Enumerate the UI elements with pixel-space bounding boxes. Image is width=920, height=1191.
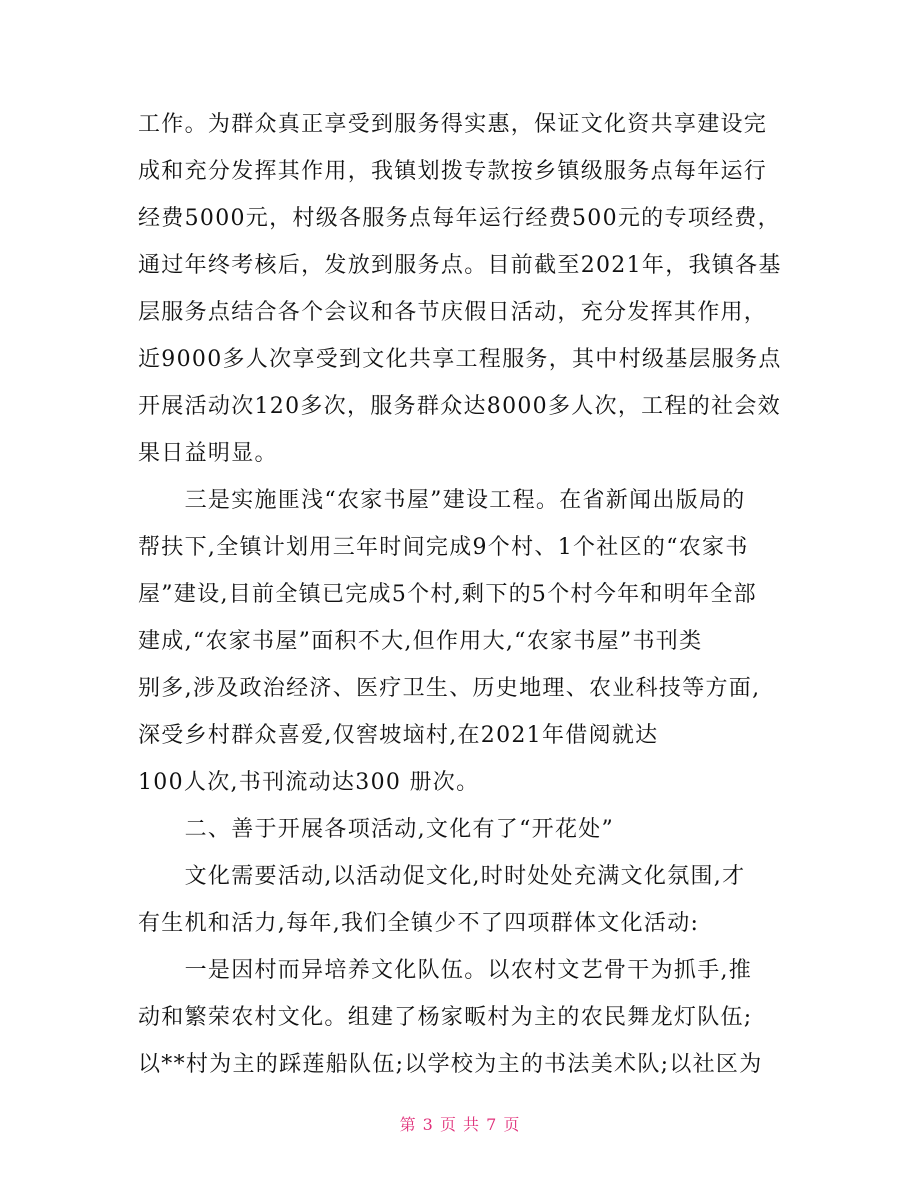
text-line: 通过年终考核后，发放到服务点。目前截至2021年，我镇各基 [138,253,782,278]
text-line: 开展活动次120多次，服务群众达8000多人次，工程的社会效 [138,394,781,419]
text-line: 三是实施匪浅“农家书屋”建设工程。在省新闻出版局的 [138,488,746,513]
body-text [138,101,798,1088]
text-line: 二、善于开展各项活动,文化有了“开花处” [138,817,615,842]
text-line: 动和繁荣农村文化。组建了杨家畈村为主的农民舞龙灯队伍; [138,1005,753,1030]
text-line: 深受乡村群众喜爱,仅窖坡垴村,在2021年借阅就达 [138,723,659,748]
text-line: 工作。为群众真正享受到服务得实惠，保证文化资共享建设完 [138,112,768,137]
text-line: 层服务点结合各个会议和各节庆假日活动，充分发挥其作用， [138,300,768,325]
page-number-footer: 第 3 页 共 7 页 [399,1115,521,1134]
text-line: 果日益明显。 [138,441,278,466]
text-line: 帮扶下,全镇计划用三年时间完成9个村、1个社区的“农家书 [138,535,749,560]
text-line: 建成,“农家书屋”面积不大,但作用大,“农家书屋”书刊类 [138,629,703,654]
text-line: 成和充分发挥其作用，我镇划拨专款按乡镇级服务点每年运行 [138,159,768,184]
text-line: 经费5000元，村级各服务点每年运行经费500元的专项经费， [138,206,781,231]
text-line: 一是因村而异培养文化队伍。以农村文艺骨干为抓手,推 [138,958,753,983]
text-line: 有生机和活力,每年,我们全镇少不了四项群体文化活动: [138,911,700,936]
text-line: 近9000多人次享受到文化共享工程服务，其中村级基层服务点 [138,347,782,372]
text-line: 屋”建设,目前全镇已完成5个村,剩下的5个村今年和明年全部 [138,582,757,607]
text-line: 100人次,书刊流动达300 册次。 [138,770,480,795]
text-line: 文化需要活动,以活动促文化,时时处处充满文化氛围,才 [138,864,746,889]
text-line: 以**村为主的踩莲船队伍;以学校为主的书法美术队;以社区为 [138,1052,763,1077]
text-line: 别多,涉及政治经济、医疗卫生、历史地理、农业科技等方面, [138,676,761,701]
